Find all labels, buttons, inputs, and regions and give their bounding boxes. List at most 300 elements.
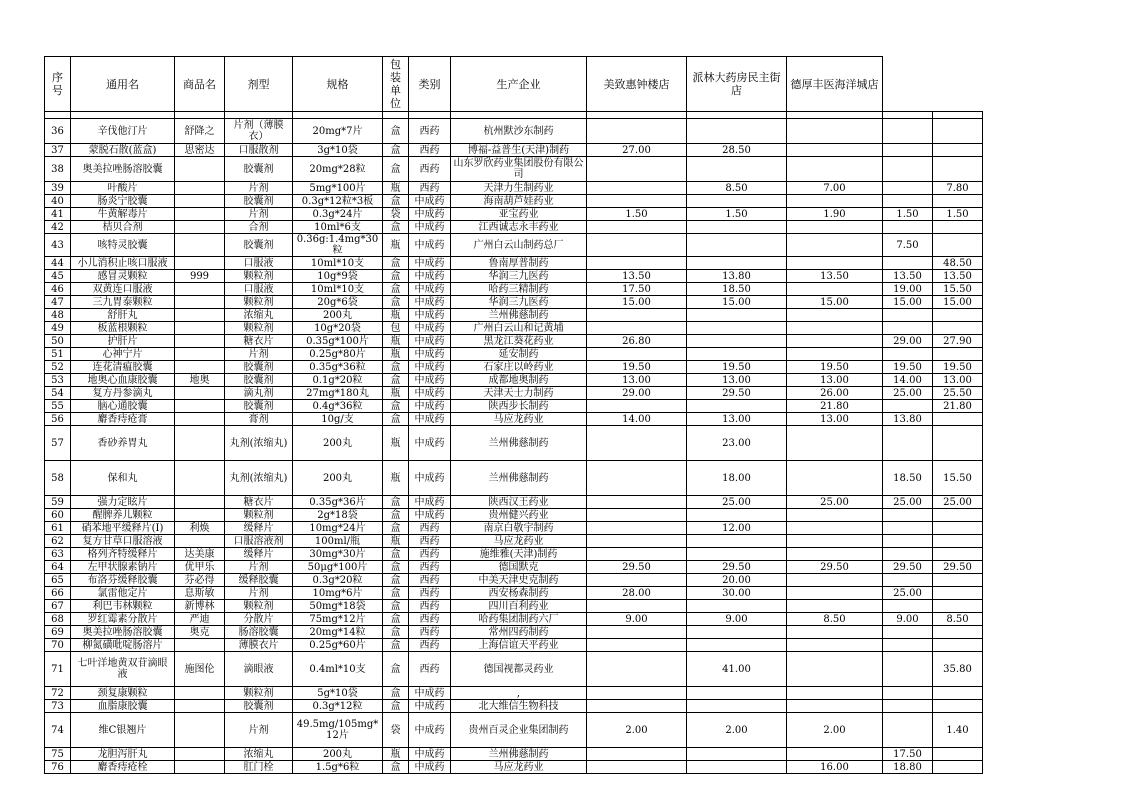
- price-store-1: [587, 600, 687, 613]
- row-number: 40: [45, 195, 71, 208]
- generic-name: 复方甘草口服溶液: [71, 535, 175, 548]
- category: 中成药: [409, 761, 451, 774]
- table-row: [45, 387, 983, 400]
- row-number: 49: [45, 322, 71, 335]
- table-row: [45, 600, 983, 613]
- generic-name: 柳氮磺吡啶肠溶片: [71, 639, 175, 652]
- price-col-4: [883, 600, 933, 613]
- brand-name: [175, 761, 225, 774]
- table-row: [45, 374, 983, 387]
- price-store-3: [787, 626, 883, 639]
- price-col-4: [883, 713, 933, 748]
- price-col-4: [883, 195, 933, 208]
- price-col-4: 7.50: [883, 234, 933, 257]
- manufacturer: 中美天津史克制药: [451, 574, 587, 587]
- table-row: [45, 687, 983, 700]
- brand-name: [175, 535, 225, 548]
- package-unit: 盒: [383, 561, 409, 574]
- header-store-1: 美致惠钟楼店: [587, 57, 687, 112]
- category: 西药: [409, 535, 451, 548]
- price-col-4: [883, 309, 933, 322]
- specification: 10ml*10支: [293, 257, 383, 270]
- table-row: [45, 361, 983, 374]
- brand-name: [175, 208, 225, 221]
- manufacturer: 杭州默沙东制药: [451, 119, 587, 144]
- price-store-1: [587, 322, 687, 335]
- header-maker: 生产企业: [451, 57, 587, 112]
- package-unit: 瓶: [383, 387, 409, 400]
- price-store-3: [787, 587, 883, 600]
- manufacturer: ,: [451, 687, 587, 700]
- package-unit: 瓶: [383, 748, 409, 761]
- dosage-form: 片剂: [225, 348, 293, 361]
- brand-name: [175, 748, 225, 761]
- price-store-2: 20.00: [687, 574, 787, 587]
- price-col-5: [933, 761, 983, 774]
- price-col-4: 29.50: [883, 561, 933, 574]
- price-store-2: 12.00: [687, 522, 787, 535]
- price-col-5: [933, 221, 983, 234]
- price-store-2: [687, 687, 787, 700]
- category: 中成药: [409, 461, 451, 496]
- dosage-form: 片剂: [225, 713, 293, 748]
- specification: 30mg*30片: [293, 548, 383, 561]
- price-store-1: 15.00: [587, 296, 687, 309]
- price-col-5: [933, 157, 983, 182]
- generic-name: 格列齐特缓释片: [71, 548, 175, 561]
- manufacturer: 华润三九医药: [451, 270, 587, 283]
- price-store-2: [687, 700, 787, 713]
- price-col-5: [933, 700, 983, 713]
- specification: 10mg*6片: [293, 587, 383, 600]
- generic-name: 地奥心血康胶囊: [71, 374, 175, 387]
- price-store-2: 18.50: [687, 283, 787, 296]
- specification: 0.4g*36粒: [293, 400, 383, 413]
- generic-name: 咳特灵胶囊: [71, 234, 175, 257]
- price-col-5: 13.00: [933, 374, 983, 387]
- dosage-form: 糖衣片: [225, 335, 293, 348]
- package-unit: 盒: [383, 119, 409, 144]
- price-store-3: 13.00: [787, 374, 883, 387]
- specification: 0.25g*80片: [293, 348, 383, 361]
- price-store-3: [787, 283, 883, 296]
- price-store-3: 21.80: [787, 400, 883, 413]
- row-number: 66: [45, 587, 71, 600]
- price-col-4: [883, 535, 933, 548]
- price-store-2: [687, 335, 787, 348]
- price-col-5: [933, 600, 983, 613]
- price-col-5: [933, 348, 983, 361]
- manufacturer: 山东罗欣药业集团股份有限公司: [451, 157, 587, 182]
- table-body: [45, 112, 983, 774]
- price-store-1: 13.00: [587, 374, 687, 387]
- package-unit: 盒: [383, 361, 409, 374]
- generic-name: 麝香痔疮栓: [71, 761, 175, 774]
- header-spec: 规格: [293, 57, 383, 112]
- price-store-1: [587, 535, 687, 548]
- price-store-3: 25.00: [787, 496, 883, 509]
- package-unit: 盒: [383, 509, 409, 522]
- header-blank-1: [883, 57, 933, 112]
- manufacturer: 华润三九医药: [451, 296, 587, 309]
- row-number: 73: [45, 700, 71, 713]
- category: 西药: [409, 548, 451, 561]
- price-store-1: [587, 221, 687, 234]
- dosage-form: 膏剂: [225, 413, 293, 426]
- price-col-5: 29.50: [933, 561, 983, 574]
- price-store-3: [787, 221, 883, 234]
- row-number: 59: [45, 496, 71, 509]
- category: 西药: [409, 522, 451, 535]
- specification: 20mg*14粒: [293, 626, 383, 639]
- table-row: [45, 119, 983, 144]
- dosage-form: 颗粒剂: [225, 509, 293, 522]
- brand-name: [175, 157, 225, 182]
- package-unit: 盒: [383, 548, 409, 561]
- price-store-3: [787, 322, 883, 335]
- specification: 27mg*180丸: [293, 387, 383, 400]
- package-unit: 袋: [383, 208, 409, 221]
- specification: 0.35g*36片: [293, 496, 383, 509]
- row-number: 54: [45, 387, 71, 400]
- price-store-3: 13.50: [787, 270, 883, 283]
- price-store-3: [787, 687, 883, 700]
- package-unit: 盒: [383, 157, 409, 182]
- price-store-1: [587, 234, 687, 257]
- price-col-5: [933, 234, 983, 257]
- price-store-3: 15.00: [787, 296, 883, 309]
- price-store-3: [787, 157, 883, 182]
- package-unit: 盒: [383, 400, 409, 413]
- price-col-5: [933, 522, 983, 535]
- manufacturer: 广州白云山和记黄埔: [451, 322, 587, 335]
- price-store-3: [787, 535, 883, 548]
- price-store-2: [687, 195, 787, 208]
- price-store-3: [787, 574, 883, 587]
- header-store-2: 派林大药房民主街店: [687, 57, 787, 112]
- category: 中成药: [409, 257, 451, 270]
- generic-name: 舒肝丸: [71, 309, 175, 322]
- price-store-2: [687, 322, 787, 335]
- price-col-5: [933, 687, 983, 700]
- category: 中成药: [409, 496, 451, 509]
- table-row: [45, 157, 983, 182]
- generic-name: 板蓝根颗粒: [71, 322, 175, 335]
- price-store-2: 2.00: [687, 713, 787, 748]
- table-row: [45, 234, 983, 257]
- specification: 10ml*10支: [293, 283, 383, 296]
- price-col-5: 15.00: [933, 296, 983, 309]
- manufacturer: 常州四药制药: [451, 626, 587, 639]
- category: 中成药: [409, 687, 451, 700]
- package-unit: 包: [383, 322, 409, 335]
- category: 中成药: [409, 322, 451, 335]
- category: 西药: [409, 119, 451, 144]
- category: 中成药: [409, 387, 451, 400]
- dosage-form: 颗粒剂: [225, 687, 293, 700]
- dosage-form: 口服散剂: [225, 144, 293, 157]
- generic-name: 七叶洋地黄双苷滴眼液: [71, 652, 175, 687]
- price-store-1: 28.00: [587, 587, 687, 600]
- generic-name: 奥美拉唑肠溶胶囊: [71, 157, 175, 182]
- table-row: [45, 283, 983, 296]
- price-col-5: [933, 639, 983, 652]
- table-row: [45, 574, 983, 587]
- specification: 20mg*28粒: [293, 157, 383, 182]
- row-number: 45: [45, 270, 71, 283]
- price-store-3: 13.00: [787, 413, 883, 426]
- price-store-3: [787, 257, 883, 270]
- price-store-1: [587, 700, 687, 713]
- package-unit: 瓶: [383, 535, 409, 548]
- generic-name: 醒脾养儿颗粒: [71, 509, 175, 522]
- row-number: 46: [45, 283, 71, 296]
- manufacturer: 天津天士力制药: [451, 387, 587, 400]
- price-store-2: [687, 348, 787, 361]
- table-row: [45, 426, 983, 461]
- category: 西药: [409, 574, 451, 587]
- brand-name: [175, 361, 225, 374]
- manufacturer: 兰州佛慈制药: [451, 748, 587, 761]
- specification: 2g*18袋: [293, 509, 383, 522]
- price-col-5: [933, 574, 983, 587]
- price-col-5: 25.50: [933, 387, 983, 400]
- dosage-form: 缓释片: [225, 548, 293, 561]
- row-number: 47: [45, 296, 71, 309]
- table-row: [45, 626, 983, 639]
- row-number: 55: [45, 400, 71, 413]
- price-col-5: 15.50: [933, 283, 983, 296]
- category: 西药: [409, 626, 451, 639]
- row-number: 67: [45, 600, 71, 613]
- price-store-3: [787, 700, 883, 713]
- generic-name: 肠炎宁胶囊: [71, 195, 175, 208]
- price-store-1: 1.50: [587, 208, 687, 221]
- manufacturer: 南京白敬宇制药: [451, 522, 587, 535]
- price-col-5: 21.80: [933, 400, 983, 413]
- header-category: 类别: [409, 57, 451, 112]
- category: 西药: [409, 182, 451, 195]
- price-store-1: [587, 348, 687, 361]
- manufacturer: 广州白云山制药总厂: [451, 234, 587, 257]
- price-store-2: [687, 400, 787, 413]
- package-unit: 盒: [383, 600, 409, 613]
- table-row: [45, 335, 983, 348]
- package-unit: 盒: [383, 522, 409, 535]
- table-row: [45, 761, 983, 774]
- dosage-form: 糖衣片: [225, 496, 293, 509]
- price-store-1: 14.00: [587, 413, 687, 426]
- dosage-form: 浓缩丸: [225, 748, 293, 761]
- price-col-4: 25.00: [883, 387, 933, 400]
- price-store-2: 9.00: [687, 613, 787, 626]
- brand-name: [175, 296, 225, 309]
- price-col-4: 9.00: [883, 613, 933, 626]
- price-store-2: [687, 119, 787, 144]
- package-unit: 瓶: [383, 335, 409, 348]
- table-row: [45, 587, 983, 600]
- table-row: [45, 461, 983, 496]
- category: 西药: [409, 600, 451, 613]
- row-number: 75: [45, 748, 71, 761]
- generic-name: 小儿消积止咳口服液: [71, 257, 175, 270]
- price-sheet: [44, 56, 983, 774]
- price-store-1: [587, 182, 687, 195]
- dosage-form: 片剂: [225, 208, 293, 221]
- package-unit: 盒: [383, 413, 409, 426]
- row-number: 57: [45, 426, 71, 461]
- package-unit: 盒: [383, 144, 409, 157]
- manufacturer: 陕西步长制药: [451, 400, 587, 413]
- price-store-3: [787, 195, 883, 208]
- brand-name: [175, 713, 225, 748]
- price-col-4: 29.00: [883, 335, 933, 348]
- price-store-2: 41.00: [687, 652, 787, 687]
- row-number: 74: [45, 713, 71, 748]
- dosage-form: 滴丸剂: [225, 387, 293, 400]
- price-col-5: [933, 587, 983, 600]
- price-col-5: [933, 195, 983, 208]
- dosage-form: 口服液: [225, 257, 293, 270]
- price-store-1: 17.50: [587, 283, 687, 296]
- brand-name: 利焕: [175, 522, 225, 535]
- brand-name: 奥克: [175, 626, 225, 639]
- row-number: 43: [45, 234, 71, 257]
- price-store-1: [587, 522, 687, 535]
- dosage-form: 颗粒剂: [225, 600, 293, 613]
- row-number: 53: [45, 374, 71, 387]
- table-row: [45, 561, 983, 574]
- dosage-form: 胶囊剂: [225, 157, 293, 182]
- manufacturer: 哈药集团制药六厂: [451, 613, 587, 626]
- specification: 0.36g:1.4mg*30粒: [293, 234, 383, 257]
- row-number: 42: [45, 221, 71, 234]
- price-store-1: [587, 761, 687, 774]
- header-unit: 包装单位: [383, 57, 409, 112]
- specification: 200丸: [293, 748, 383, 761]
- dosage-form: 口服溶液剂: [225, 535, 293, 548]
- price-store-2: 15.00: [687, 296, 787, 309]
- table-row: [45, 144, 983, 157]
- price-store-3: [787, 509, 883, 522]
- generic-name: 心神宁片: [71, 348, 175, 361]
- price-store-3: 29.50: [787, 561, 883, 574]
- price-store-3: 16.00: [787, 761, 883, 774]
- specification: 100ml/瓶: [293, 535, 383, 548]
- price-store-2: 18.00: [687, 461, 787, 496]
- dosage-form: 肠溶胶囊: [225, 626, 293, 639]
- manufacturer: 兰州佛慈制药: [451, 309, 587, 322]
- price-store-1: [587, 426, 687, 461]
- header-store-3: 德厚丰医海洋城店: [787, 57, 883, 112]
- price-col-4: [883, 348, 933, 361]
- generic-name: 保和丸: [71, 461, 175, 496]
- price-col-4: 25.00: [883, 587, 933, 600]
- price-store-3: 8.50: [787, 613, 883, 626]
- price-col-5: [933, 509, 983, 522]
- dosage-form: 胶囊剂: [225, 374, 293, 387]
- dosage-form: 颗粒剂: [225, 322, 293, 335]
- specification: 3g*10袋: [293, 144, 383, 157]
- price-store-3: 7.00: [787, 182, 883, 195]
- brand-name: [175, 426, 225, 461]
- price-store-1: 29.50: [587, 561, 687, 574]
- category: 中成药: [409, 348, 451, 361]
- specification: 200丸: [293, 309, 383, 322]
- category: 西药: [409, 652, 451, 687]
- category: 中成药: [409, 713, 451, 748]
- dosage-form: 浓缩丸: [225, 309, 293, 322]
- manufacturer: 江西诚志永丰药业: [451, 221, 587, 234]
- specification: 5mg*100片: [293, 182, 383, 195]
- price-col-4: 18.80: [883, 761, 933, 774]
- generic-name: 血脂康胶囊: [71, 700, 175, 713]
- manufacturer: 四川百利药业: [451, 600, 587, 613]
- row-number: 62: [45, 535, 71, 548]
- category: 中成药: [409, 335, 451, 348]
- category: 中成药: [409, 374, 451, 387]
- brand-name: 息斯敏: [175, 587, 225, 600]
- specification: 0.1g*20粒: [293, 374, 383, 387]
- specification: 49.5mg/105mg*12片: [293, 713, 383, 748]
- price-store-1: 9.00: [587, 613, 687, 626]
- price-col-5: 25.00: [933, 496, 983, 509]
- price-col-5: 19.50: [933, 361, 983, 374]
- price-store-2: 23.00: [687, 426, 787, 461]
- price-store-1: [587, 309, 687, 322]
- generic-name: 布洛芬缓释胶囊: [71, 574, 175, 587]
- manufacturer: 上海信谊天平药业: [451, 639, 587, 652]
- price-col-5: 8.50: [933, 613, 983, 626]
- specification: 5g*10袋: [293, 687, 383, 700]
- price-store-1: [587, 748, 687, 761]
- table-row: [45, 700, 983, 713]
- price-store-1: 29.00: [587, 387, 687, 400]
- brand-name: 999: [175, 270, 225, 283]
- generic-name: 护肝片: [71, 335, 175, 348]
- dosage-form: 片剂: [225, 587, 293, 600]
- category: 中成药: [409, 296, 451, 309]
- category: 中成药: [409, 195, 451, 208]
- brand-name: [175, 309, 225, 322]
- package-unit: 盒: [383, 613, 409, 626]
- dosage-form: 丸剂(浓缩丸): [225, 426, 293, 461]
- table-row: [45, 639, 983, 652]
- brand-name: 芬必得: [175, 574, 225, 587]
- brand-name: [175, 496, 225, 509]
- price-store-3: 19.50: [787, 361, 883, 374]
- price-col-5: [933, 748, 983, 761]
- price-store-2: [687, 626, 787, 639]
- spacer-row: [45, 112, 983, 119]
- brand-name: [175, 509, 225, 522]
- price-col-4: [883, 639, 933, 652]
- dosage-form: 颗粒剂: [225, 296, 293, 309]
- dosage-form: 片剂: [225, 182, 293, 195]
- category: 西药: [409, 144, 451, 157]
- price-store-2: [687, 257, 787, 270]
- row-number: 71: [45, 652, 71, 687]
- price-col-4: 25.00: [883, 496, 933, 509]
- price-col-4: [883, 157, 933, 182]
- package-unit: 盒: [383, 221, 409, 234]
- price-col-4: [883, 522, 933, 535]
- specification: 1.5g*6粒: [293, 761, 383, 774]
- price-col-4: [883, 626, 933, 639]
- price-store-3: [787, 652, 883, 687]
- row-number: 70: [45, 639, 71, 652]
- price-store-1: 13.50: [587, 270, 687, 283]
